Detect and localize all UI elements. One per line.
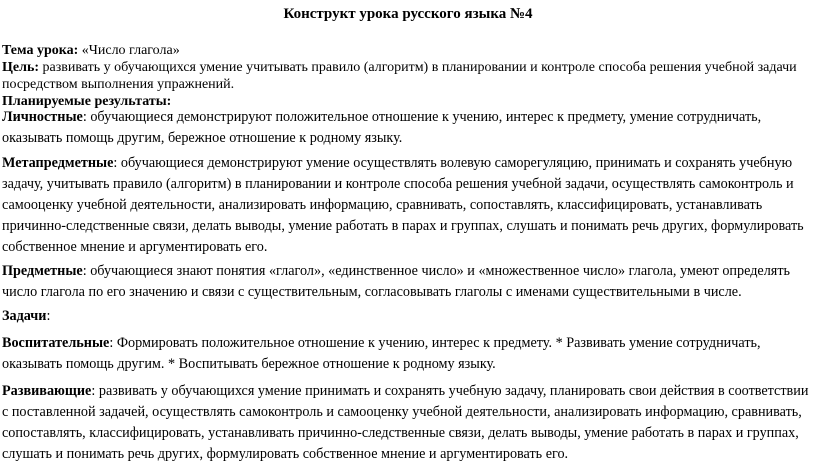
personal-results-paragraph xyxy=(2,107,814,149)
tasks-heading: Задачи xyxy=(2,308,47,324)
developmental-tasks-text: : развивать у обучающихся умение принимать и сохранять учебную задачу, планировать свои действия в соответствии с поставленной задачей, осуществлять самоконтроль и самооценку учебной деятельности, анализировать информацию, сравнивать, сопоставлять, классифицировать, устанавливать причинно-следственные связи, делать выводы, умение работать в парах и группах, слушать и понимать речь других, формулировать собственное мнение и аргументировать его. xyxy=(2,383,809,462)
subject-results-label: Предметные xyxy=(2,263,83,279)
tasks-heading-line xyxy=(2,306,814,327)
metasubject-results-label: Метапредметные xyxy=(2,155,114,171)
educational-tasks-paragraph xyxy=(2,333,814,375)
subject-results-text: : обучающиеся знают понятия «глагол», «единственное число» и «множественное число» глагола, умеют определять число глагола по его значению и связи с существительным, согласовывать глаголы с именами существительными в числе. xyxy=(2,263,791,300)
educational-tasks-text: : Формировать положительное отношение к учению, интерес к предмету. * Развивать умение сотрудничать, оказывать помощь другим. * Воспитывать бережное отношение к родному языку. xyxy=(2,335,761,372)
metasubject-results-text: : обучающиеся демонстрируют умение осуществлять волевую саморегуляцию, принимать и сохранять учебную задачу, учитывать правило (алгоритм) в планировании и контроле способа решения учебной задачи, осуществлять самоконтроль и самооценку учебной деятельности, анализировать информацию, сравнивать, сопоставлять, классифицировать, устанавливать причинно-следственные связи, делать выводы, умение работать в парах и группах, слушать и понимать речь других, формулировать собственное мнение и аргументировать его. xyxy=(2,155,804,255)
topic-line xyxy=(2,42,814,59)
personal-results-label: Личностные xyxy=(2,109,83,125)
personal-results-text: : обучающиеся демонстрируют положительное отношение к учению, интерес к предмету, умение сотрудничать, оказывать помощь другим, бережное отношение к родному языку. xyxy=(2,109,762,146)
planned-results-heading: Планируемые результаты: xyxy=(2,94,172,109)
tasks-heading-colon: : xyxy=(46,308,51,324)
developmental-tasks-paragraph xyxy=(2,381,814,465)
document-title: Конструкт урока русского языка №4 xyxy=(283,6,533,22)
subject-results-paragraph xyxy=(2,261,814,303)
goal-text: развивать у обучающихся умение учитывать правило (алгоритм) в планировании и контроле способа решения учебной задачи посредством выполнения упражнений. xyxy=(2,60,797,92)
educational-tasks-label: Воспитательные xyxy=(2,335,110,351)
topic-value: «Число глагола» xyxy=(78,43,180,58)
topic-label: Тема урока: xyxy=(2,43,79,58)
developmental-tasks-label: Развивающие xyxy=(2,383,92,399)
goal-paragraph xyxy=(2,59,814,93)
goal-label: Цель: xyxy=(2,60,40,75)
metasubject-results-paragraph xyxy=(2,153,814,258)
